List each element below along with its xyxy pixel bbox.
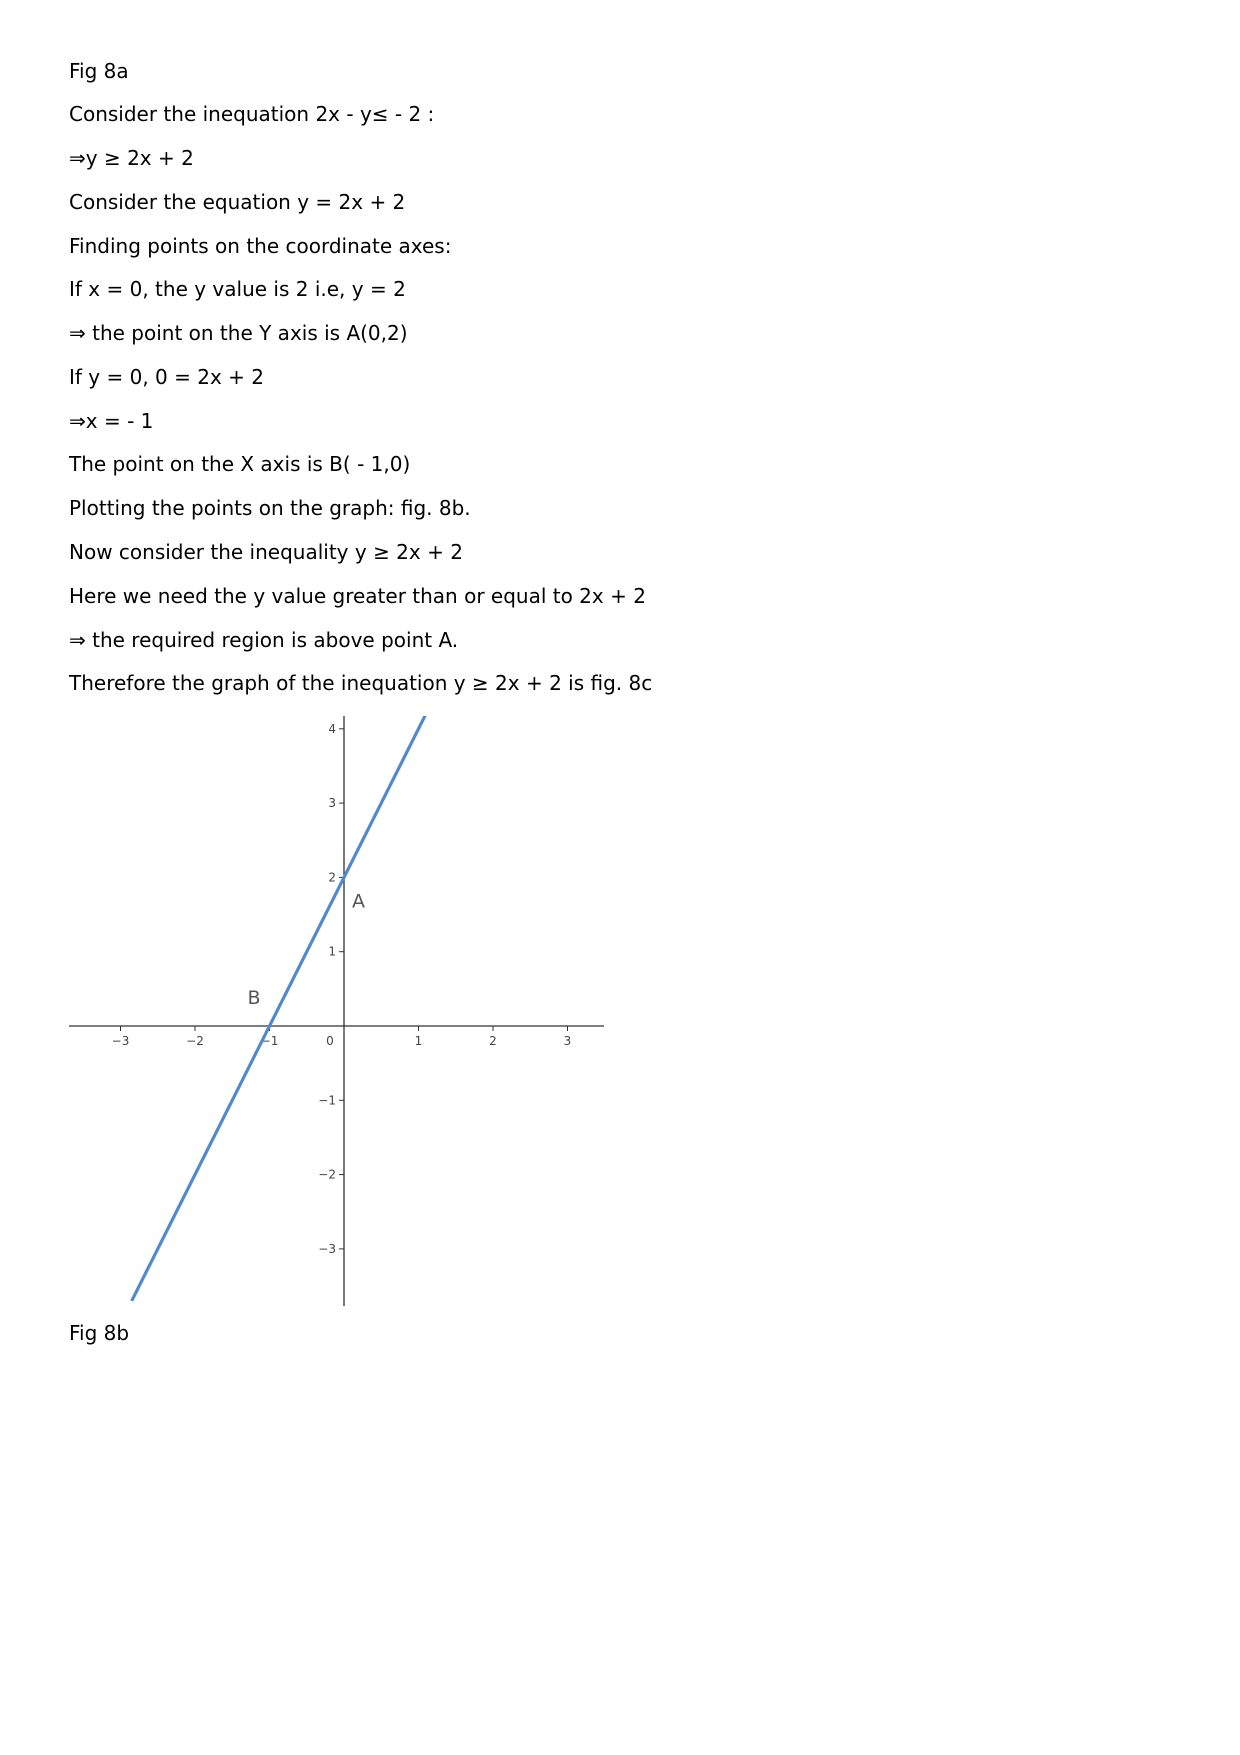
text-line: Therefore the graph of the inequation y ≥ 2x + 2 is fig. 8c xyxy=(69,671,653,695)
text-line: ⇒ the point on the Y axis is A(0,2) xyxy=(69,321,408,345)
point-label-a: A xyxy=(352,890,365,913)
text-line: Finding points on the coordinate axes: xyxy=(69,234,452,258)
text-line: If x = 0, the y value is 2 i.e, y = 2 xyxy=(69,277,406,301)
point-label-b: B xyxy=(247,987,261,1009)
text-line: Now consider the inequality y ≥ 2x + 2 xyxy=(69,540,463,564)
text-line: ⇒x = - 1 xyxy=(69,409,154,433)
y-tick-label: −2 xyxy=(318,1167,336,1182)
text-line: The point on the X axis is B( - 1,0) xyxy=(69,452,411,476)
x-tick-label: 3 xyxy=(563,1034,572,1048)
x-tick-label: 1 xyxy=(414,1034,423,1048)
x-tick-label: 2 xyxy=(489,1034,497,1048)
y-tick-label: 2 xyxy=(328,870,336,885)
y-tick-label: 3 xyxy=(328,796,336,811)
y-tick-label: −1 xyxy=(318,1093,336,1108)
graph-figure xyxy=(69,716,609,1308)
ticks xyxy=(112,722,572,1256)
axes xyxy=(69,716,604,1306)
line-series xyxy=(132,716,426,1301)
y-tick-label: 1 xyxy=(328,944,336,959)
x-tick-label: −2 xyxy=(186,1034,204,1048)
x-tick-label: −1 xyxy=(260,1034,279,1048)
x-tick-label: −3 xyxy=(111,1034,130,1048)
text-line: ⇒ the required region is above point A. xyxy=(69,628,459,652)
text-line: Plotting the points on the graph: fig. 8b. xyxy=(69,496,471,520)
text-line: ⇒y ≥ 2x + 2 xyxy=(69,146,194,170)
series-layer xyxy=(132,716,426,1301)
text-line: Consider the inequation 2x - y≤ - 2 : xyxy=(69,102,435,126)
text-line: Here we need the y value greater than or equal to 2x + 2 xyxy=(69,584,646,608)
y-tick-label: 4 xyxy=(328,721,336,736)
x-tick-label: 0 xyxy=(326,1034,334,1048)
figure-caption: Fig 8b xyxy=(69,1321,130,1345)
y-tick-label: −3 xyxy=(318,1241,336,1256)
text-line: Consider the equation y = 2x + 2 xyxy=(69,190,406,214)
text-line: If y = 0, 0 = 2x + 2 xyxy=(69,365,264,389)
text-line: Fig 8a xyxy=(69,59,129,83)
